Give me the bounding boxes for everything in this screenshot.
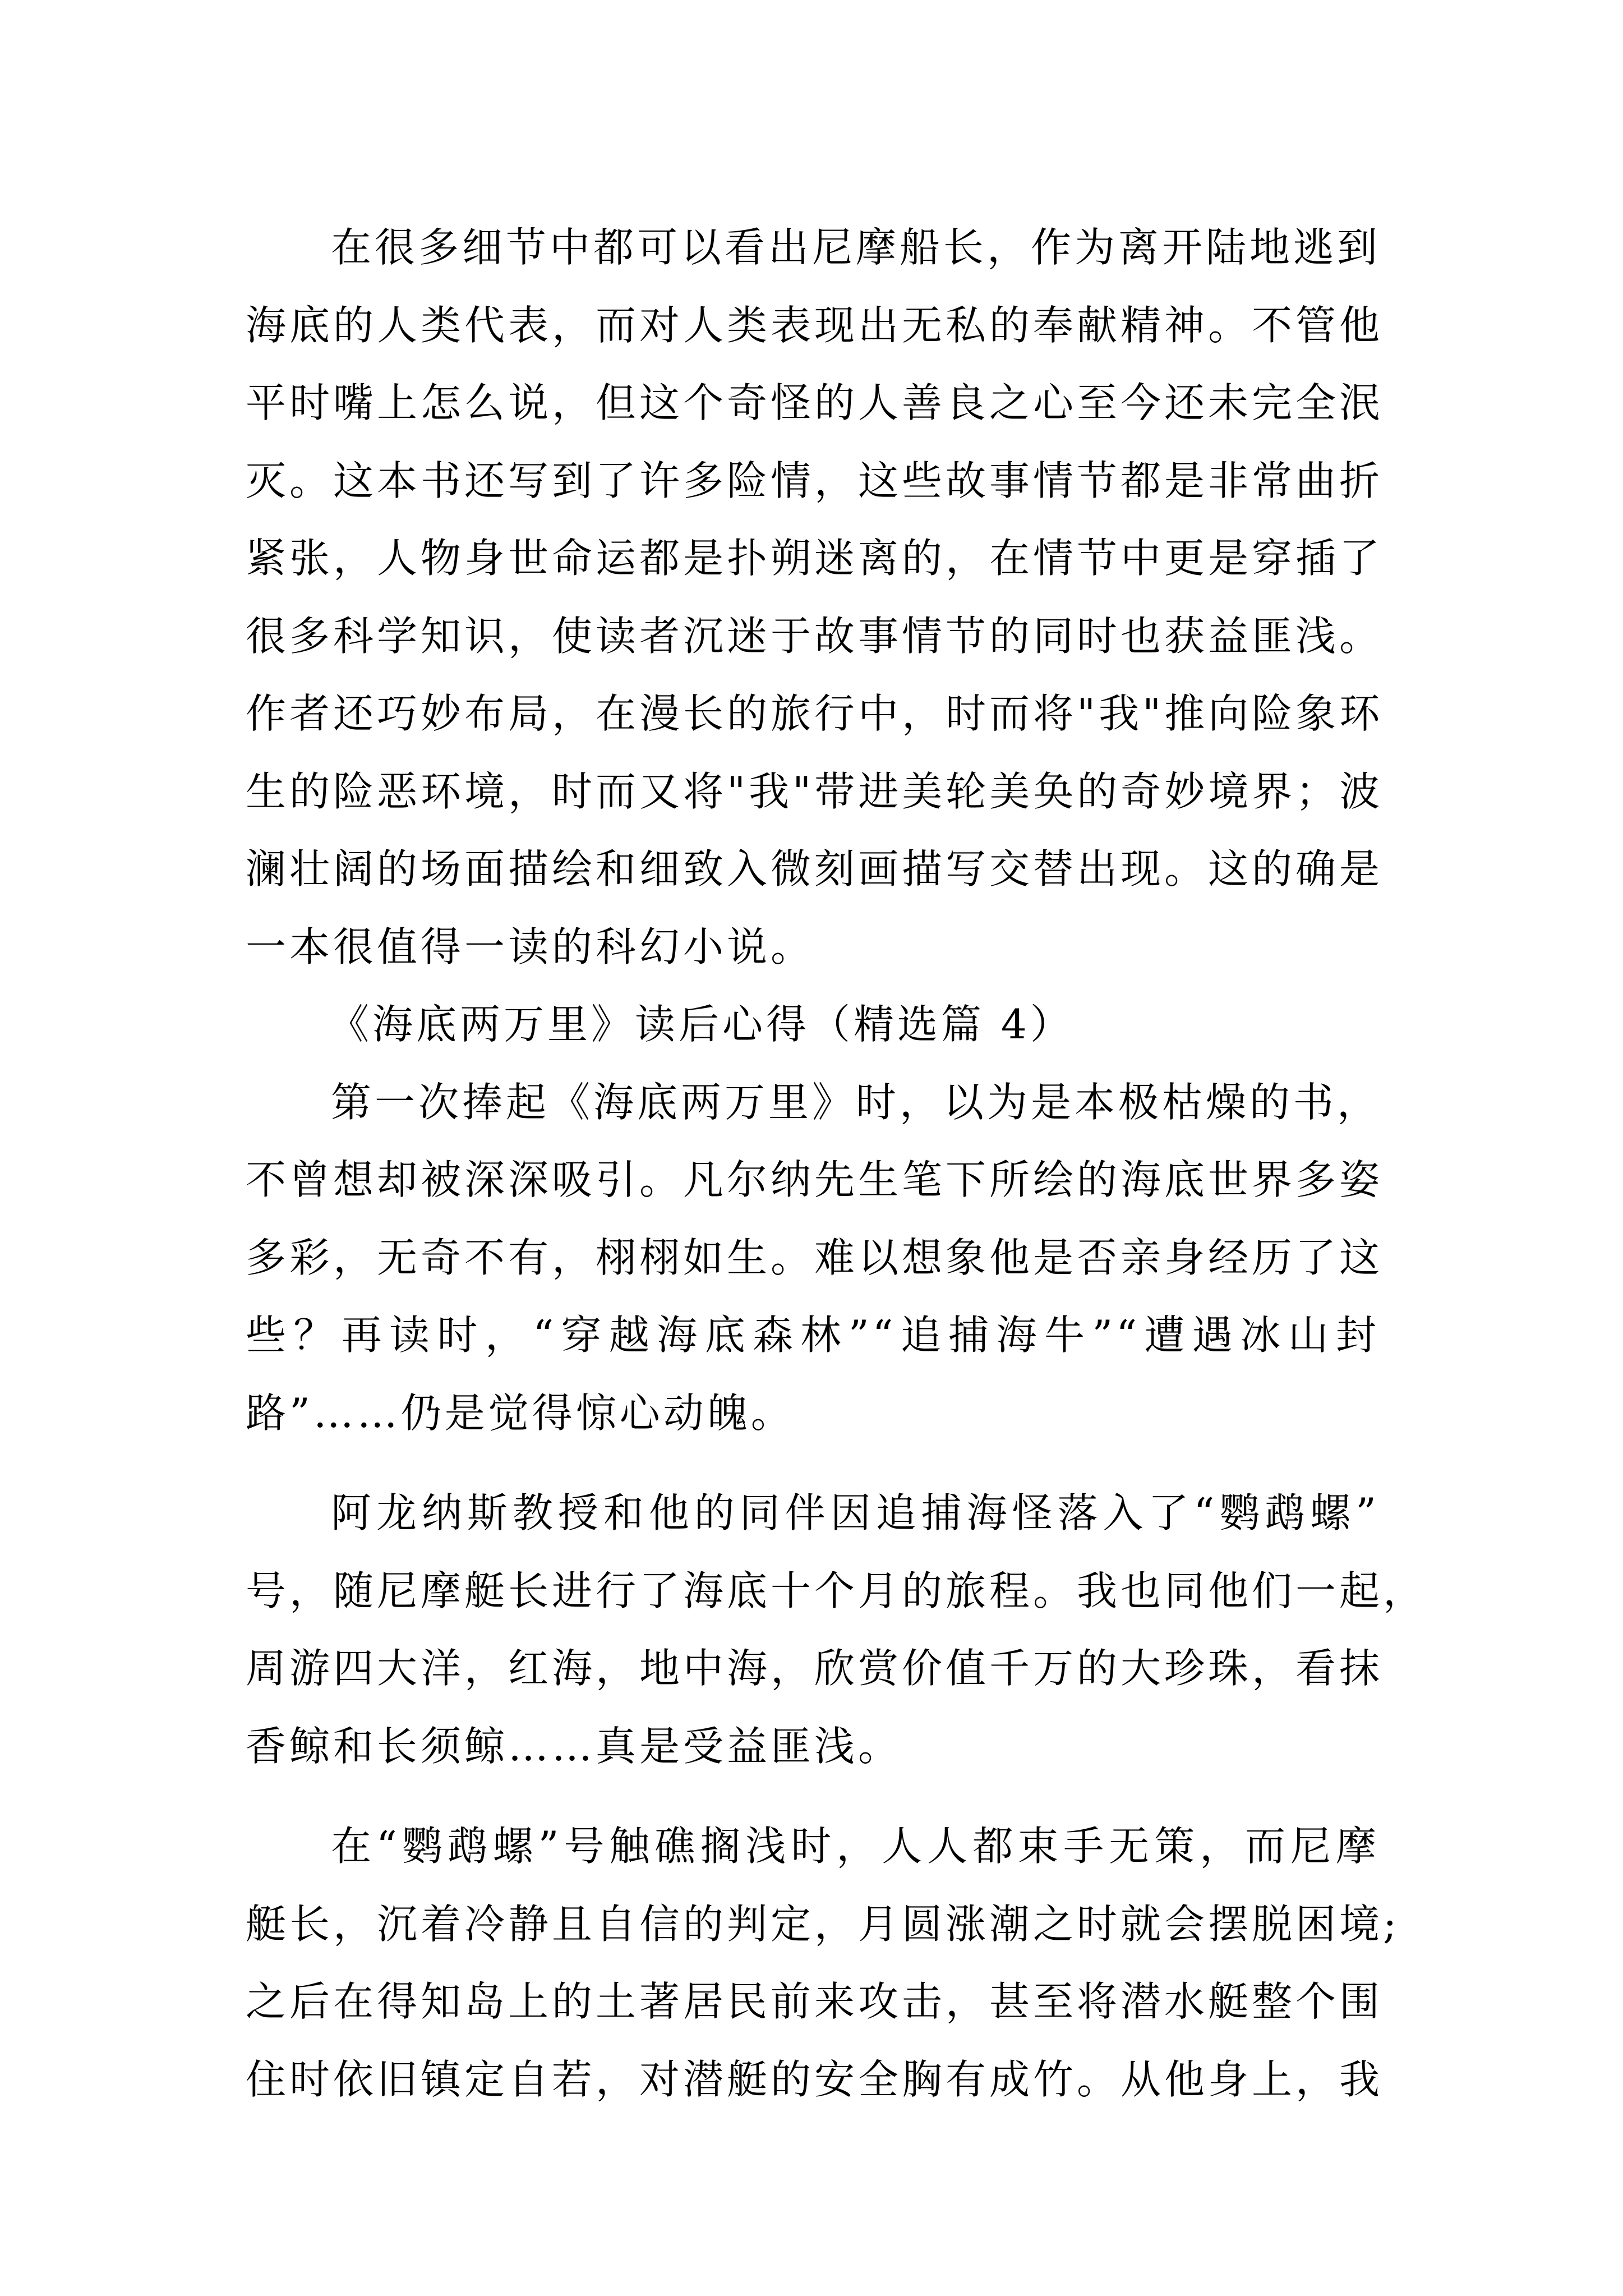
text-line: 海底的人类代表，而对人类表现出无私的奉献精神。不管他 (246, 301, 1384, 349)
text-line: 些？再读时，“穿越海底森林”“追捕海牛”“遭遇冰山封 (246, 1312, 1380, 1359)
text-line: 在“鹦鹉螺”号触礁搁浅时，人人都束手无策，而尼摩 (331, 1823, 1380, 1870)
text-line: 号，随尼摩艇长进行了海底十个月的旅程。我也同他们一起， (246, 1567, 1427, 1614)
text-line: 一本很值得一读的科幻小说。 (246, 923, 815, 970)
paragraph-first-reading (246, 1064, 1384, 1452)
paragraph-spacer (246, 1785, 1380, 1807)
text-line: 作者还巧妙布局，在漫长的旅行中，时而将"我"推向险象环 (246, 690, 1384, 737)
text-line: 之后在得知岛上的土著居民前来攻击，甚至将潜水艇整个围 (246, 1978, 1384, 2025)
text-line: 澜壮阔的场面描绘和细致入微刻画描写交替出现。这的确是 (246, 845, 1384, 892)
text-line: 香鲸和长须鲸……真是受益匪浅。 (246, 1722, 902, 1770)
section-heading (246, 986, 1380, 1064)
text-line: 多彩，无奇不有，栩栩如生。难以想象他是否亲身经历了这 (246, 1234, 1384, 1281)
paragraph-spacer (246, 1452, 1380, 1474)
text-line: 平时嘴上怎么说，但这个奇怪的人善良之心至今还未完全泯 (246, 379, 1384, 426)
text-line: 住时依旧镇定自若，对潜艇的安全胸有成竹。从他身上，我 (246, 2055, 1384, 2103)
text-line: 不曾想却被深深吸引。凡尔纳先生笔下所绘的海底世界多姿 (246, 1156, 1384, 1203)
text-line: 路”……仍是觉得惊心动魄。 (246, 1389, 795, 1437)
paragraph-aronnax-journey (246, 1474, 1427, 1785)
text-line: 紧张，人物身世命运都是扑朔迷离的，在情节中更是穿插了 (246, 535, 1384, 582)
paragraph-captain-nemo (246, 209, 1384, 986)
text-line: 阿龙纳斯教授和他的同伴因追捕海怪落入了“鹦鹉螺” (331, 1489, 1380, 1536)
text-line: 很多科学知识，使读者沉迷于故事情节的同时也获益匪浅。 (246, 612, 1384, 660)
document-body (246, 209, 1427, 2118)
text-line: 生的险恶环境，时而又将"我"带进美轮美奂的奇妙境界；波 (246, 767, 1384, 815)
text-line: 在很多细节中都可以看出尼摩船长，作为离开陆地逃到 (331, 224, 1381, 271)
paragraph-nautilus-aground (246, 1807, 1400, 2118)
text-line: 艇长，沉着冷静且自信的判定，月圆涨潮之时就会摆脱困境; (246, 1900, 1400, 1948)
heading-line: 《海底两万里》读后心得（精选篇 4） (329, 1001, 1074, 1048)
text-line: 周游四大洋，红海，地中海，欣赏价值千万的大珍珠，看抹 (246, 1645, 1384, 1692)
text-line: 灭。这本书还写到了许多险情，这些故事情节都是非常曲折 (246, 457, 1384, 504)
text-line: 第一次捧起《海底两万里》时，以为是本极枯燥的书， (331, 1078, 1381, 1126)
